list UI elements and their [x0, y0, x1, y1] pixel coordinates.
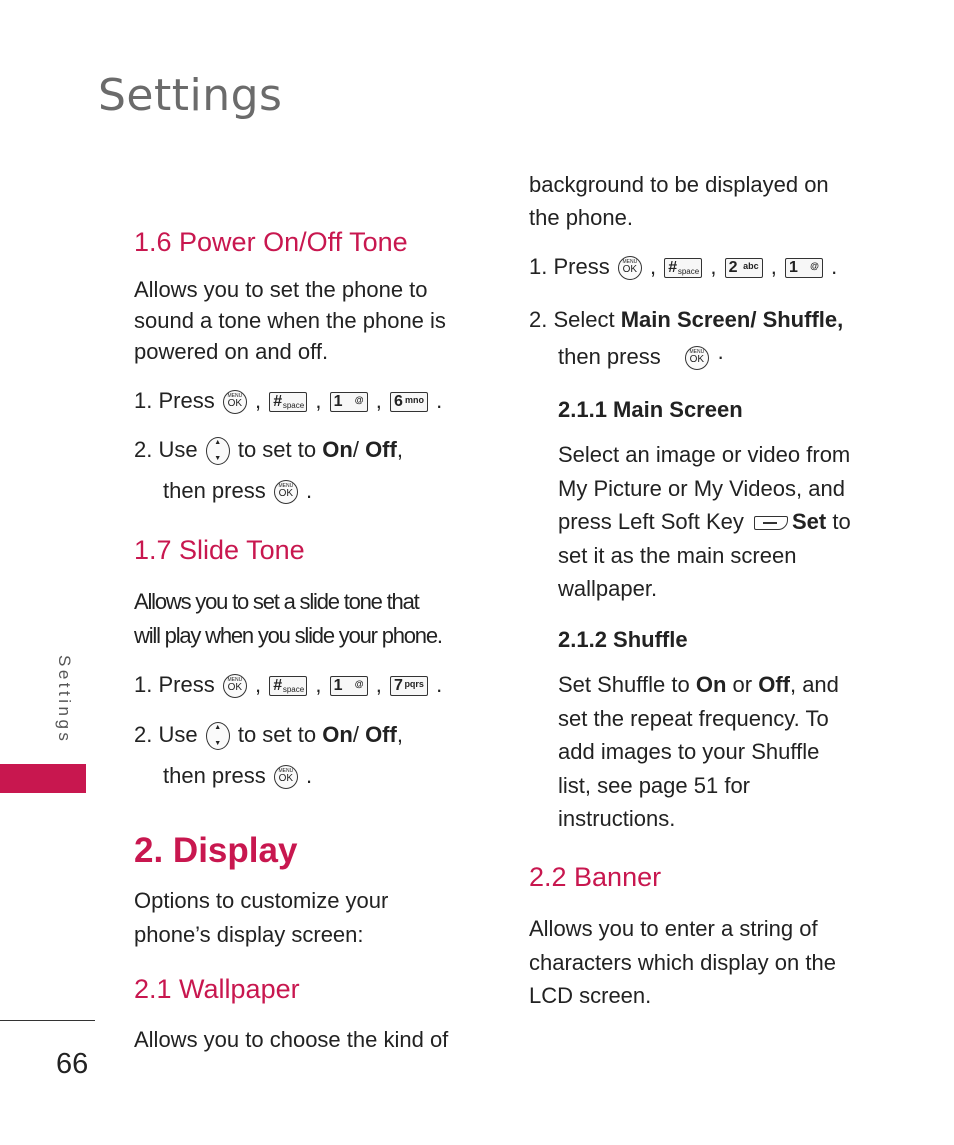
page-title: Settings: [98, 70, 283, 121]
wallpaper-step2-cont: then press MENU OK ·: [558, 344, 725, 369]
power-tone-step3: then press MENU OK .: [163, 478, 313, 503]
page-number: 66: [56, 1048, 89, 1080]
display-body: Options to customize your phone’s display screen:: [134, 888, 389, 947]
footer-rule: [0, 1020, 95, 1021]
slide-tone-step1: 1. Press MENU OK , # space , 1 @ , 7 pqrs .: [134, 672, 443, 697]
menu-ok-key-icon: MENU OK: [274, 765, 298, 789]
hash-key-icon: # space: [269, 392, 307, 412]
menu-ok-key-icon: MENU OK: [274, 480, 298, 504]
one-key-icon: 1 @: [785, 258, 823, 278]
wallpaper-step1: 1. Press MENU OK , # space , 2 abc , 1 @ .: [529, 254, 838, 279]
wallpaper-body-left: Allows you to choose the kind of: [134, 1027, 449, 1052]
shuffle-body: Set Shuffle to On or Off, and set the repeat frequency. To add images to your Shuffle list, see page 51 for instructions.: [558, 672, 839, 831]
menu-ok-key-icon: MENU OK: [618, 256, 642, 280]
hash-key-icon: # space: [269, 676, 307, 696]
power-tone-step1: 1. Press MENU OK , # space , 1 @ , 6 mno .: [134, 388, 443, 413]
wallpaper-step2: 2. Select Main Screen/ Shuffle,: [529, 307, 844, 332]
banner-heading: 2.2 Banner: [529, 862, 662, 892]
slide-tone-step2: 2. Use ▲ ▼ to set to On/ Off,: [134, 722, 403, 750]
power-tone-step2: 2. Use ▲ ▼ to set to On/ Off,: [134, 437, 403, 465]
wallpaper-heading: 2.1 Wallpaper: [134, 974, 300, 1004]
side-tab-marker: [0, 764, 86, 793]
slide-tone-heading: 1.7 Slide Tone: [134, 535, 305, 565]
power-tone-body: Allows you to set the phone to sound a tone when the phone is powered on and off.: [134, 277, 446, 364]
wallpaper-body-right: background to be displayed on the phone.: [529, 172, 829, 230]
main-screen-body: Select an image or video from My Picture or My Videos, and press Left Soft Key Set to set it as the main screen wallpaper.: [558, 442, 851, 601]
menu-ok-key-icon: MENU OK: [223, 390, 247, 414]
banner-body: Allows you to enter a string of characters which display on the LCD screen.: [529, 916, 836, 1008]
side-section-label: Settings: [55, 655, 74, 745]
main-screen-heading: 2.1.1 Main Screen: [558, 397, 743, 422]
one-key-icon: 1 @: [330, 676, 368, 696]
menu-ok-key-icon: MENU OK: [685, 346, 709, 370]
menu-ok-key-icon: MENU OK: [223, 674, 247, 698]
slide-tone-body: Allows you to set a slide tone that will play when you slide your phone.: [134, 589, 442, 648]
hash-key-icon: # space: [664, 258, 702, 278]
one-key-icon: 1 @: [330, 392, 368, 412]
slide-tone-step3: then press MENU OK .: [163, 763, 313, 788]
shuffle-heading: 2.1.2 Shuffle: [558, 627, 688, 652]
nav-up-down-key-icon: ▲ ▼: [206, 437, 230, 465]
display-heading: 2. Display: [134, 831, 298, 870]
two-key-icon: 2 abc: [725, 258, 763, 278]
nav-up-down-key-icon: ▲ ▼: [206, 722, 230, 750]
power-tone-heading: 1.6 Power On/Off Tone: [134, 227, 408, 257]
six-key-icon: 6 mno: [390, 392, 428, 412]
left-soft-key-icon: [754, 516, 788, 530]
seven-key-icon: 7 pqrs: [390, 676, 428, 696]
